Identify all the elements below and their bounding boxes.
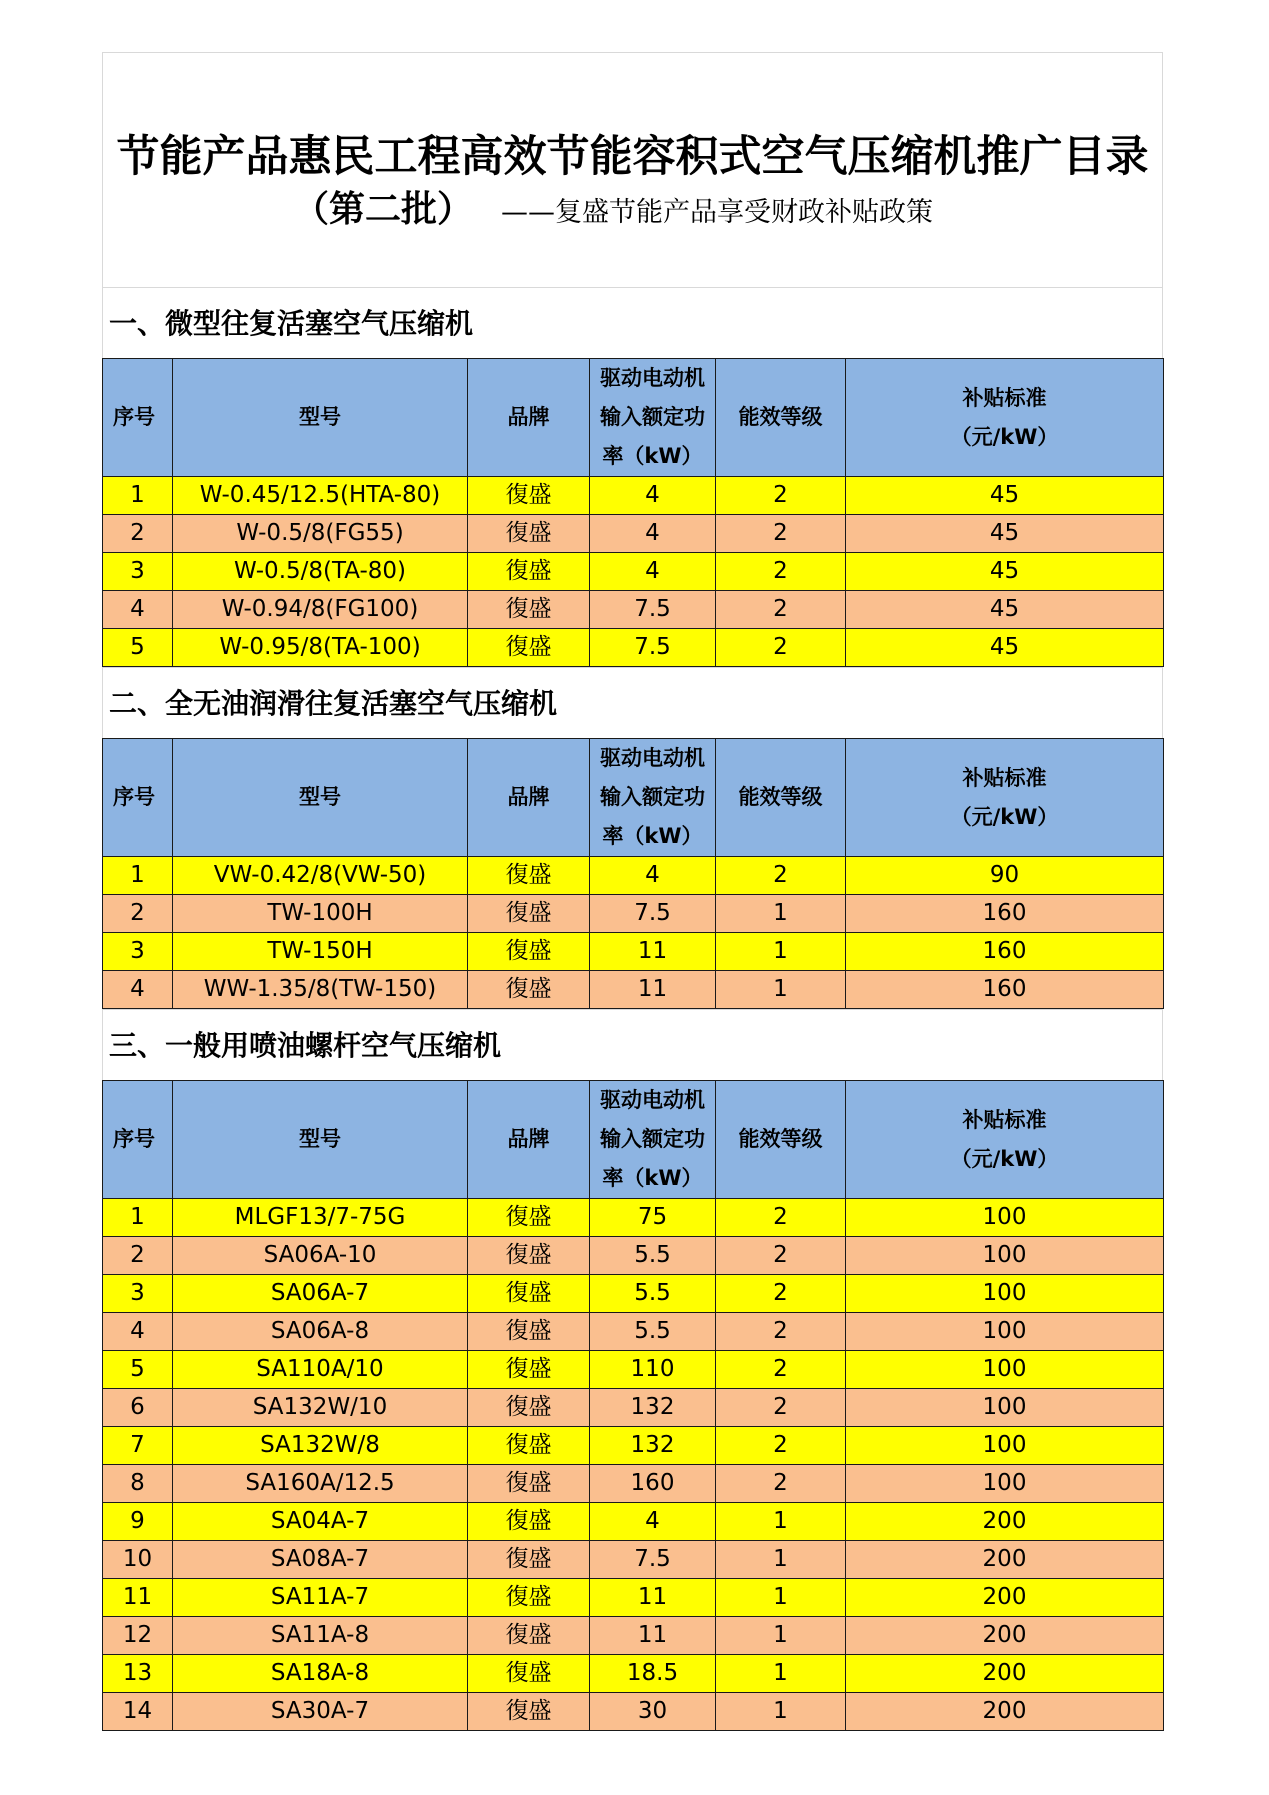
table-row [103,1503,1164,1541]
cell-seq: 2 [103,515,173,553]
cell-grade: 2 [716,1237,846,1275]
cell-subsidy: 200 [846,1579,1164,1617]
cell-brand: 復盛 [468,1693,590,1731]
cell-subsidy: 200 [846,1503,1164,1541]
table-header-row [103,1081,1164,1199]
cell-subsidy: 160 [846,895,1164,933]
cell-model: SA06A-7 [173,1275,468,1313]
cell-brand: 復盛 [468,629,590,667]
cell-power: 7.5 [590,895,716,933]
cell-power: 11 [590,1579,716,1617]
cell-power: 11 [590,971,716,1009]
table-row [103,1389,1164,1427]
cell-grade: 1 [716,1693,846,1731]
cell-subsidy: 100 [846,1275,1164,1313]
cell-model: SA132W/8 [173,1427,468,1465]
cell-grade: 1 [716,1655,846,1693]
table-row [103,1275,1164,1313]
cell-grade: 2 [716,1465,846,1503]
header-power-line2: 输入额定功 [600,785,705,809]
cell-subsidy: 160 [846,971,1164,1009]
catalog-section [102,287,1163,667]
cell-model: W-0.5/8(TA-80) [173,553,468,591]
catalog-sheet [102,52,1163,1731]
header-power-line1: 驱动电动机 [600,1088,705,1112]
header-grade: 能效等级 [716,1081,846,1199]
header-power-line1: 驱动电动机 [600,366,705,390]
title-box [102,52,1163,287]
header-grade: 能效等级 [716,359,846,477]
header-seq: 序号 [103,1081,173,1199]
cell-brand: 復盛 [468,895,590,933]
cell-subsidy: 45 [846,477,1164,515]
cell-seq: 1 [103,1199,173,1237]
cell-subsidy: 45 [846,591,1164,629]
table-row [103,1351,1164,1389]
cell-power: 4 [590,477,716,515]
header-power-line1: 驱动电动机 [600,746,705,770]
cell-power: 132 [590,1427,716,1465]
table-row [103,895,1164,933]
section-heading: 三、一般用喷油螺杆空气压缩机 [102,1009,1163,1080]
cell-model: SA06A-10 [173,1237,468,1275]
header-subsidy [846,1081,1164,1199]
cell-grade: 2 [716,1351,846,1389]
cell-model: SA18A-8 [173,1655,468,1693]
cell-brand: 復盛 [468,1275,590,1313]
cell-grade: 1 [716,933,846,971]
table-row [103,857,1164,895]
header-subsidy-line1: 补贴标准 [962,1107,1047,1132]
header-brand: 品牌 [468,359,590,477]
cell-model: SA160A/12.5 [173,1465,468,1503]
header-model: 型号 [173,359,468,477]
cell-brand: 復盛 [468,553,590,591]
cell-grade: 2 [716,553,846,591]
cell-brand: 復盛 [468,1389,590,1427]
table-row [103,1237,1164,1275]
cell-seq: 5 [103,1351,173,1389]
cell-seq: 4 [103,971,173,1009]
cell-seq: 9 [103,1503,173,1541]
cell-grade: 2 [716,1275,846,1313]
header-grade: 能效等级 [716,739,846,857]
header-brand: 品牌 [468,739,590,857]
cell-subsidy: 160 [846,933,1164,971]
header-subsidy-line2: （元/kW） [950,804,1059,829]
page-title: 节能产品惠民工程高效节能容积式空气压缩机推广目录 [116,132,1149,182]
cell-model: VW-0.42/8(VW-50) [173,857,468,895]
header-model: 型号 [173,1081,468,1199]
cell-brand: 復盛 [468,477,590,515]
table-row [103,1313,1164,1351]
cell-power: 5.5 [590,1275,716,1313]
cell-brand: 復盛 [468,1465,590,1503]
cell-brand: 復盛 [468,1655,590,1693]
cell-power: 5.5 [590,1237,716,1275]
cell-grade: 1 [716,971,846,1009]
cell-power: 5.5 [590,1313,716,1351]
section-heading: 一、微型往复活塞空气压缩机 [102,287,1163,358]
sections-container [102,287,1163,1731]
section-heading: 二、全无油润滑往复活塞空气压缩机 [102,667,1163,738]
cell-brand: 復盛 [468,591,590,629]
table-header-row [103,359,1164,477]
cell-brand: 復盛 [468,971,590,1009]
cell-grade: 1 [716,1579,846,1617]
cell-brand: 復盛 [468,857,590,895]
header-brand: 品牌 [468,1081,590,1199]
table-row [103,1199,1164,1237]
cell-model: SA08A-7 [173,1541,468,1579]
header-model: 型号 [173,739,468,857]
cell-brand: 復盛 [468,1541,590,1579]
cell-subsidy: 200 [846,1617,1164,1655]
header-power [590,739,716,857]
header-power-line3: 率（kW） [602,1166,703,1190]
cell-grade: 2 [716,591,846,629]
table-row [103,1655,1164,1693]
cell-grade: 2 [716,1313,846,1351]
cell-power: 4 [590,553,716,591]
cell-subsidy: 200 [846,1693,1164,1731]
cell-subsidy: 45 [846,553,1164,591]
table-row [103,477,1164,515]
cell-subsidy: 100 [846,1237,1164,1275]
cell-seq: 3 [103,933,173,971]
cell-subsidy: 100 [846,1427,1164,1465]
table-row [103,629,1164,667]
cell-seq: 2 [103,895,173,933]
cell-seq: 4 [103,591,173,629]
cell-power: 75 [590,1199,716,1237]
header-power-line2: 输入额定功 [600,405,705,429]
cell-subsidy: 45 [846,515,1164,553]
cell-seq: 10 [103,1541,173,1579]
cell-subsidy: 100 [846,1351,1164,1389]
cell-subsidy: 100 [846,1313,1164,1351]
cell-model: SA110A/10 [173,1351,468,1389]
cell-subsidy: 200 [846,1655,1164,1693]
cell-seq: 14 [103,1693,173,1731]
cell-model: SA06A-8 [173,1313,468,1351]
cell-model: TW-100H [173,895,468,933]
cell-grade: 2 [716,1427,846,1465]
header-subsidy-line1: 补贴标准 [962,385,1047,410]
header-power [590,1081,716,1199]
header-seq: 序号 [103,359,173,477]
cell-grade: 2 [716,857,846,895]
cell-power: 4 [590,515,716,553]
table-header-row [103,739,1164,857]
cell-model: W-0.94/8(FG100) [173,591,468,629]
cell-grade: 1 [716,1541,846,1579]
cell-brand: 復盛 [468,1579,590,1617]
cell-seq: 13 [103,1655,173,1693]
cell-grade: 2 [716,1389,846,1427]
cell-model: SA132W/10 [173,1389,468,1427]
cell-subsidy: 200 [846,1541,1164,1579]
cell-model: W-0.45/12.5(HTA-80) [173,477,468,515]
cell-power: 132 [590,1389,716,1427]
cell-seq: 12 [103,1617,173,1655]
cell-model: MLGF13/7-75G [173,1199,468,1237]
cell-seq: 1 [103,857,173,895]
table-row [103,1465,1164,1503]
header-power-line3: 率（kW） [602,444,703,468]
cell-grade: 1 [716,1503,846,1541]
cell-subsidy: 100 [846,1465,1164,1503]
table-row [103,515,1164,553]
cell-brand: 復盛 [468,1427,590,1465]
cell-grade: 2 [716,477,846,515]
cell-seq: 7 [103,1427,173,1465]
cell-power: 160 [590,1465,716,1503]
cell-seq: 2 [103,1237,173,1275]
table-row [103,553,1164,591]
cell-brand: 復盛 [468,933,590,971]
header-power [590,359,716,477]
header-power-line3: 率（kW） [602,824,703,848]
cell-model: SA30A-7 [173,1693,468,1731]
cell-model: SA11A-8 [173,1617,468,1655]
cell-subsidy: 90 [846,857,1164,895]
cell-power: 7.5 [590,629,716,667]
cell-grade: 2 [716,629,846,667]
cell-seq: 11 [103,1579,173,1617]
cell-power: 11 [590,1617,716,1655]
table-row [103,1541,1164,1579]
catalog-section [102,1009,1163,1731]
title-subline [293,181,933,232]
cell-seq: 1 [103,477,173,515]
cell-power: 18.5 [590,1655,716,1693]
cell-power: 30 [590,1693,716,1731]
cell-seq: 5 [103,629,173,667]
cell-model: W-0.5/8(FG55) [173,515,468,553]
policy-subtitle: ——复盛节能产品享受财政补贴政策 [501,197,934,228]
cell-seq: 4 [103,1313,173,1351]
cell-brand: 復盛 [468,1313,590,1351]
header-subsidy-line2: （元/kW） [950,424,1059,449]
cell-model: SA11A-7 [173,1579,468,1617]
cell-brand: 復盛 [468,1237,590,1275]
cell-brand: 復盛 [468,1351,590,1389]
table-row [103,1617,1164,1655]
cell-grade: 2 [716,515,846,553]
cell-grade: 1 [716,895,846,933]
cell-subsidy: 100 [846,1389,1164,1427]
cell-grade: 1 [716,1617,846,1655]
cell-seq: 3 [103,1275,173,1313]
table-row [103,1579,1164,1617]
cell-model: SA04A-7 [173,1503,468,1541]
cell-brand: 復盛 [468,1617,590,1655]
cell-model: TW-150H [173,933,468,971]
header-subsidy-line1: 补贴标准 [962,765,1047,790]
cell-power: 110 [590,1351,716,1389]
cell-seq: 6 [103,1389,173,1427]
cell-power: 4 [590,857,716,895]
batch-label: （第二批） [293,189,474,230]
cell-seq: 3 [103,553,173,591]
cell-power: 4 [590,1503,716,1541]
table-row [103,591,1164,629]
cell-power: 7.5 [590,1541,716,1579]
table-row [103,1693,1164,1731]
cell-subsidy: 100 [846,1199,1164,1237]
cell-subsidy: 45 [846,629,1164,667]
cell-brand: 復盛 [468,515,590,553]
catalog-section [102,667,1163,1009]
cell-seq: 8 [103,1465,173,1503]
cell-power: 7.5 [590,591,716,629]
header-seq: 序号 [103,739,173,857]
table-row [103,933,1164,971]
cell-brand: 復盛 [468,1503,590,1541]
cell-power: 11 [590,933,716,971]
cell-grade: 2 [716,1199,846,1237]
cell-model: WW-1.35/8(TW-150) [173,971,468,1009]
header-subsidy [846,359,1164,477]
header-subsidy [846,739,1164,857]
section-table [102,1080,1164,1731]
table-row [103,1427,1164,1465]
table-row [103,971,1164,1009]
header-power-line2: 输入额定功 [600,1127,705,1151]
section-table [102,738,1164,1009]
cell-brand: 復盛 [468,1199,590,1237]
cell-model: W-0.95/8(TA-100) [173,629,468,667]
section-table [102,358,1164,667]
header-subsidy-line2: （元/kW） [950,1146,1059,1171]
